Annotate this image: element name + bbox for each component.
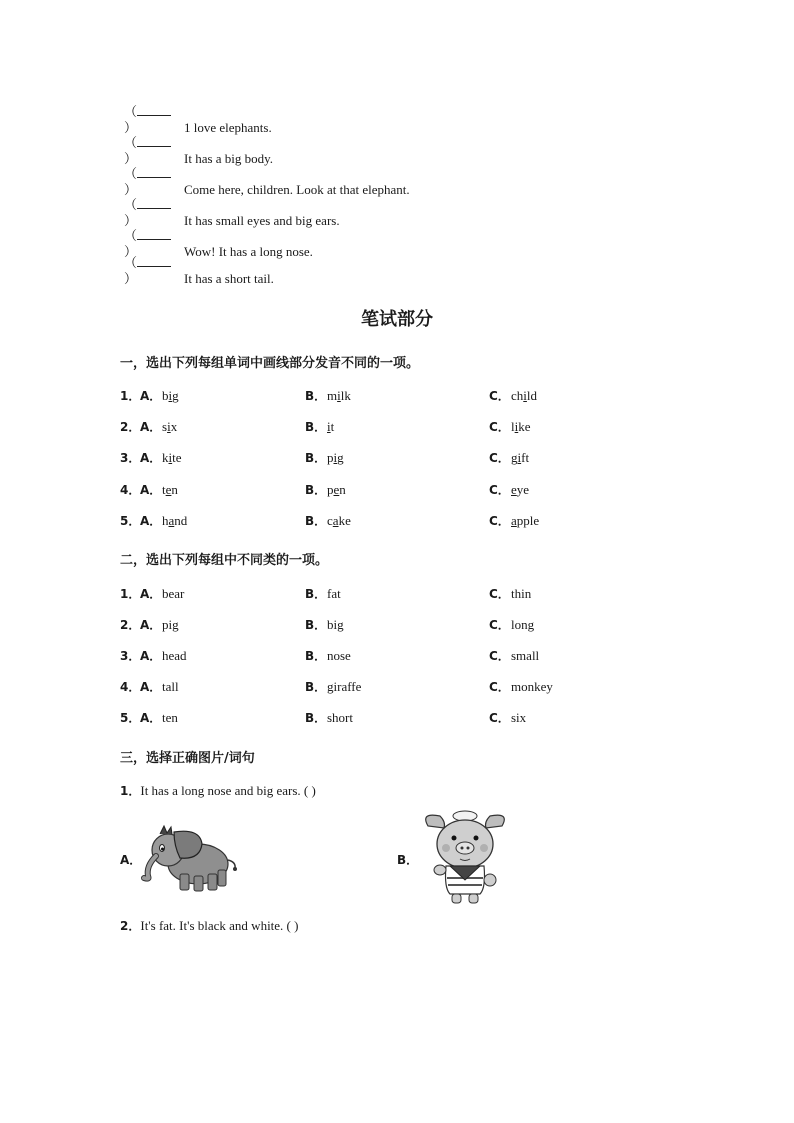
option-b[interactable]: B．fat bbox=[305, 586, 341, 601]
option-b[interactable]: B．giraffe bbox=[305, 679, 362, 694]
option-a[interactable]: A．bear bbox=[140, 586, 185, 601]
answer-bracket[interactable]: （） bbox=[124, 228, 184, 260]
part1-question-4 bbox=[120, 481, 680, 499]
part1-question-3 bbox=[120, 449, 680, 467]
sentence-text: Wow! It has a long nose. bbox=[184, 244, 313, 259]
option-c[interactable]: C．apple bbox=[489, 513, 540, 528]
option-b-label[interactable]: B． bbox=[397, 853, 419, 867]
option-a[interactable]: A．ten bbox=[140, 482, 178, 497]
sentence-text: It has small eyes and big ears. bbox=[184, 213, 340, 228]
option-b[interactable]: B．big bbox=[305, 617, 344, 632]
option-a[interactable]: A．pig bbox=[140, 617, 179, 632]
part1-question-2 bbox=[120, 418, 680, 436]
answer-blank[interactable] bbox=[137, 199, 171, 209]
sentence-text: 1 love elephants. bbox=[184, 120, 272, 135]
option-c[interactable]: C．small bbox=[489, 648, 540, 663]
answer-bracket[interactable]: （） bbox=[124, 135, 184, 167]
answer-bracket[interactable]: （） bbox=[124, 104, 184, 136]
part2-question-5 bbox=[120, 709, 680, 727]
answer-bracket[interactable]: （） bbox=[124, 255, 184, 287]
option-c[interactable]: C．like bbox=[489, 419, 531, 434]
question-number: 2． bbox=[120, 618, 141, 632]
part2-question-4 bbox=[120, 678, 680, 696]
option-a[interactable]: A．ten bbox=[140, 710, 178, 725]
option-a[interactable]: A．head bbox=[140, 648, 187, 663]
question-number: 5． bbox=[120, 711, 141, 725]
order-row-4 bbox=[124, 197, 340, 229]
option-a-label[interactable]: A． bbox=[120, 853, 142, 867]
elephant-icon[interactable] bbox=[140, 822, 242, 894]
order-row-1 bbox=[124, 104, 272, 136]
question-number: 1． bbox=[120, 587, 141, 601]
part3-question-2: 2．It's fat. It's black and white. ( ) bbox=[120, 918, 299, 933]
answer-blank[interactable] bbox=[137, 168, 171, 178]
option-c[interactable]: C．six bbox=[489, 710, 527, 725]
option-b[interactable]: B．it bbox=[305, 419, 335, 434]
part1-question-5 bbox=[120, 512, 680, 530]
question-number: 5． bbox=[120, 514, 141, 528]
option-a[interactable]: A．tall bbox=[140, 679, 179, 694]
sentence-text: It has a short tail. bbox=[184, 271, 274, 286]
part3-heading: 三，选择正确图片/词句 bbox=[120, 751, 255, 766]
option-c[interactable]: C．eye bbox=[489, 482, 530, 497]
option-b[interactable]: B．pig bbox=[305, 450, 344, 465]
option-a[interactable]: A．big bbox=[140, 388, 179, 403]
option-a[interactable]: A．hand bbox=[140, 513, 188, 528]
option-a[interactable]: A．kite bbox=[140, 450, 182, 465]
answer-blank[interactable] bbox=[137, 137, 171, 147]
part1-heading: 一，选出下列每组单词中画线部分发音不同的一项。 bbox=[120, 356, 420, 371]
part2-question-2 bbox=[120, 616, 680, 634]
option-b[interactable]: B．nose bbox=[305, 648, 351, 663]
part1-question-1 bbox=[120, 387, 680, 405]
question-number: 3． bbox=[120, 649, 141, 663]
option-c[interactable]: C．child bbox=[489, 388, 538, 403]
pig-icon[interactable] bbox=[418, 808, 512, 906]
option-c[interactable]: C．gift bbox=[489, 450, 530, 465]
option-b[interactable]: B．cake bbox=[305, 513, 351, 528]
option-c[interactable]: C．monkey bbox=[489, 679, 553, 694]
question-number: 4． bbox=[120, 483, 141, 497]
option-b[interactable]: B．pen bbox=[305, 482, 346, 497]
part2-question-1 bbox=[120, 585, 680, 603]
sentence-text: It has a big body. bbox=[184, 151, 274, 166]
order-row-2 bbox=[124, 135, 273, 167]
answer-blank[interactable] bbox=[137, 230, 171, 240]
option-c[interactable]: C．thin bbox=[489, 586, 532, 601]
option-c[interactable]: C．long bbox=[489, 617, 535, 632]
question-number: 2． bbox=[120, 420, 141, 434]
part3-question-1: 1．It has a long nose and big ears. ( ) bbox=[120, 783, 316, 798]
answer-bracket[interactable]: （） bbox=[124, 197, 184, 229]
answer-blank[interactable] bbox=[137, 106, 171, 116]
answer-blank[interactable] bbox=[137, 257, 171, 267]
order-row-3 bbox=[124, 166, 410, 198]
answer-bracket[interactable]: （） bbox=[124, 166, 184, 198]
option-a[interactable]: A．six bbox=[140, 419, 178, 434]
sentence-text: Come here, children. Look at that elephant. bbox=[184, 182, 410, 197]
option-b[interactable]: B．short bbox=[305, 710, 353, 725]
part2-heading: 二，选出下列每组中不同类的一项。 bbox=[120, 553, 329, 568]
section-title: 笔试部分 bbox=[361, 309, 433, 330]
question-number: 4． bbox=[120, 680, 141, 694]
order-row-6 bbox=[124, 255, 274, 287]
question-number: 3． bbox=[120, 451, 141, 465]
option-b[interactable]: B．milk bbox=[305, 388, 351, 403]
question-number: 1． bbox=[120, 389, 141, 403]
part2-question-3 bbox=[120, 647, 680, 665]
